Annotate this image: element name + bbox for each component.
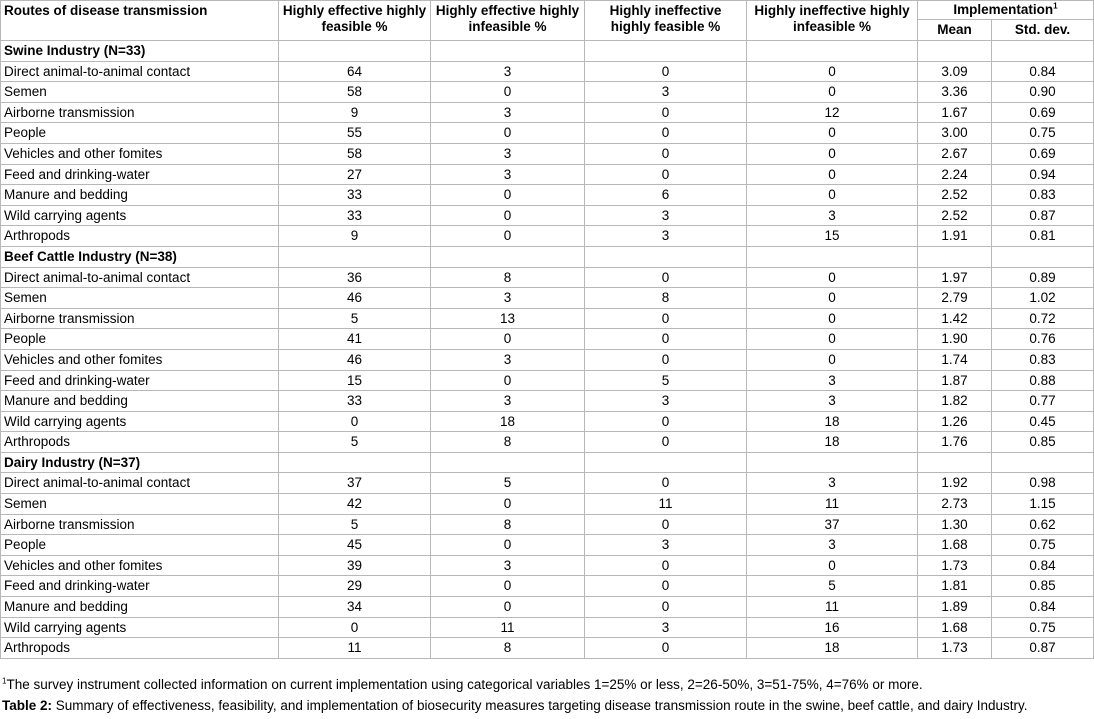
route-cell: Manure and bedding bbox=[1, 185, 279, 206]
effective-feasible-cell: 0 bbox=[279, 617, 431, 638]
effective-feasible-cell: 36 bbox=[279, 267, 431, 288]
route-cell: Airborne transmission bbox=[1, 308, 279, 329]
mean-cell: 1.74 bbox=[918, 349, 992, 370]
ineffective-feasible-cell: 0 bbox=[585, 432, 747, 453]
table-row bbox=[1, 267, 1094, 288]
route-cell: Vehicles and other fomites bbox=[1, 349, 279, 370]
std-dev-cell: 0.83 bbox=[992, 185, 1094, 206]
effective-feasible-cell: 33 bbox=[279, 185, 431, 206]
effective-infeasible-cell: 11 bbox=[431, 617, 585, 638]
effective-infeasible-cell: 0 bbox=[431, 329, 585, 350]
ineffective-feasible-cell: 3 bbox=[585, 535, 747, 556]
std-dev-cell: 0.84 bbox=[992, 61, 1094, 82]
table-row bbox=[1, 514, 1094, 535]
ineffective-infeasible-cell: 11 bbox=[747, 494, 918, 515]
ineffective-infeasible-cell: 0 bbox=[747, 123, 918, 144]
ineffective-infeasible-cell: 0 bbox=[747, 349, 918, 370]
effective-feasible-cell: 46 bbox=[279, 349, 431, 370]
std-dev-cell: 0.81 bbox=[992, 226, 1094, 247]
effective-feasible-cell: 39 bbox=[279, 555, 431, 576]
table-header bbox=[1, 1, 1094, 41]
empty-cell bbox=[431, 41, 585, 62]
effective-infeasible-cell: 0 bbox=[431, 82, 585, 103]
table-row bbox=[1, 82, 1094, 103]
std-dev-cell: 0.77 bbox=[992, 391, 1094, 412]
ineffective-feasible-cell: 0 bbox=[585, 411, 747, 432]
ineffective-infeasible-cell: 0 bbox=[747, 288, 918, 309]
ineffective-infeasible-cell: 15 bbox=[747, 226, 918, 247]
route-cell: Wild carrying agents bbox=[1, 411, 279, 432]
std-dev-cell: 1.02 bbox=[992, 288, 1094, 309]
empty-cell bbox=[585, 41, 747, 62]
ineffective-feasible-cell: 0 bbox=[585, 349, 747, 370]
effective-infeasible-cell: 3 bbox=[431, 164, 585, 185]
ineffective-feasible-cell: 0 bbox=[585, 267, 747, 288]
effective-infeasible-cell: 8 bbox=[431, 638, 585, 659]
table-row bbox=[1, 432, 1094, 453]
effective-feasible-cell: 9 bbox=[279, 102, 431, 123]
effective-infeasible-cell: 0 bbox=[431, 205, 585, 226]
ineffective-feasible-cell: 3 bbox=[585, 205, 747, 226]
table-row bbox=[1, 288, 1094, 309]
mean-cell: 2.73 bbox=[918, 494, 992, 515]
std-dev-cell: 0.85 bbox=[992, 432, 1094, 453]
std-dev-cell: 0.89 bbox=[992, 267, 1094, 288]
mean-cell: 1.81 bbox=[918, 576, 992, 597]
ineffective-feasible-header: Highly ineffective highly feasible % bbox=[585, 1, 747, 41]
route-cell: People bbox=[1, 123, 279, 144]
effective-infeasible-cell: 3 bbox=[431, 349, 585, 370]
ineffective-infeasible-cell: 18 bbox=[747, 411, 918, 432]
table-row bbox=[1, 535, 1094, 556]
ineffective-infeasible-cell: 3 bbox=[747, 205, 918, 226]
route-cell: People bbox=[1, 329, 279, 350]
std-dev-cell: 0.75 bbox=[992, 617, 1094, 638]
implementation-footnote-marker: 1 bbox=[1053, 1, 1058, 11]
table-row bbox=[1, 226, 1094, 247]
std-dev-cell: 0.94 bbox=[992, 164, 1094, 185]
effective-infeasible-cell: 3 bbox=[431, 143, 585, 164]
std-dev-cell: 0.88 bbox=[992, 370, 1094, 391]
ineffective-infeasible-cell: 0 bbox=[747, 308, 918, 329]
mean-cell: 1.26 bbox=[918, 411, 992, 432]
table-row bbox=[1, 61, 1094, 82]
mean-cell: 1.82 bbox=[918, 391, 992, 412]
effective-feasible-cell: 29 bbox=[279, 576, 431, 597]
effective-feasible-cell: 11 bbox=[279, 638, 431, 659]
mean-cell: 2.52 bbox=[918, 185, 992, 206]
ineffective-feasible-cell: 0 bbox=[585, 555, 747, 576]
mean-cell: 1.67 bbox=[918, 102, 992, 123]
std-dev-cell: 1.15 bbox=[992, 494, 1094, 515]
std-dev-cell: 0.87 bbox=[992, 205, 1094, 226]
std-dev-cell: 0.75 bbox=[992, 123, 1094, 144]
effective-infeasible-cell: 0 bbox=[431, 226, 585, 247]
effective-infeasible-cell: 0 bbox=[431, 185, 585, 206]
route-column-header: Routes of disease transmission bbox=[1, 1, 279, 41]
ineffective-feasible-cell: 3 bbox=[585, 617, 747, 638]
table-row bbox=[1, 123, 1094, 144]
section-title: Beef Cattle Industry (N=38) bbox=[1, 246, 279, 267]
route-cell: Feed and drinking-water bbox=[1, 164, 279, 185]
ineffective-feasible-cell: 3 bbox=[585, 226, 747, 247]
effective-feasible-cell: 5 bbox=[279, 514, 431, 535]
route-cell: Direct animal-to-animal contact bbox=[1, 267, 279, 288]
empty-cell bbox=[431, 452, 585, 473]
effective-infeasible-cell: 13 bbox=[431, 308, 585, 329]
mean-cell: 3.00 bbox=[918, 123, 992, 144]
effective-infeasible-cell: 0 bbox=[431, 576, 585, 597]
effective-feasible-cell: 64 bbox=[279, 61, 431, 82]
std-dev-cell: 0.87 bbox=[992, 638, 1094, 659]
mean-cell: 1.97 bbox=[918, 267, 992, 288]
route-cell: Semen bbox=[1, 82, 279, 103]
ineffective-infeasible-header: Highly ineffective highly infeasible % bbox=[747, 1, 918, 41]
std-dev-header: Std. dev. bbox=[992, 20, 1094, 41]
mean-cell: 1.73 bbox=[918, 555, 992, 576]
mean-cell: 2.67 bbox=[918, 143, 992, 164]
table-row bbox=[1, 473, 1094, 494]
route-cell: Direct animal-to-animal contact bbox=[1, 61, 279, 82]
effective-feasible-cell: 46 bbox=[279, 288, 431, 309]
empty-cell bbox=[747, 452, 918, 473]
empty-cell bbox=[279, 452, 431, 473]
mean-cell: 1.76 bbox=[918, 432, 992, 453]
mean-cell: 1.92 bbox=[918, 473, 992, 494]
std-dev-cell: 0.98 bbox=[992, 473, 1094, 494]
std-dev-cell: 0.76 bbox=[992, 329, 1094, 350]
empty-cell bbox=[992, 452, 1094, 473]
route-cell: Semen bbox=[1, 494, 279, 515]
mean-cell: 1.30 bbox=[918, 514, 992, 535]
effective-infeasible-cell: 0 bbox=[431, 535, 585, 556]
caption-text: Summary of effectiveness, feasibility, and implementation of biosecurity measures targeting disease transmission route in the swine, beef cattle, and dairy Industry. bbox=[52, 698, 1028, 713]
route-cell: Wild carrying agents bbox=[1, 205, 279, 226]
mean-cell: 1.89 bbox=[918, 597, 992, 618]
effective-infeasible-cell: 3 bbox=[431, 288, 585, 309]
table-row bbox=[1, 185, 1094, 206]
mean-cell: 1.68 bbox=[918, 617, 992, 638]
route-cell: Direct animal-to-animal contact bbox=[1, 473, 279, 494]
effective-infeasible-cell: 3 bbox=[431, 61, 585, 82]
implementation-header bbox=[918, 1, 1094, 20]
ineffective-feasible-cell: 6 bbox=[585, 185, 747, 206]
ineffective-feasible-cell: 11 bbox=[585, 494, 747, 515]
mean-cell: 2.79 bbox=[918, 288, 992, 309]
ineffective-feasible-cell: 3 bbox=[585, 82, 747, 103]
ineffective-feasible-cell: 0 bbox=[585, 514, 747, 535]
route-cell: Semen bbox=[1, 288, 279, 309]
ineffective-infeasible-cell: 0 bbox=[747, 329, 918, 350]
effective-infeasible-cell: 8 bbox=[431, 514, 585, 535]
ineffective-infeasible-cell: 0 bbox=[747, 143, 918, 164]
section-title: Dairy Industry (N=37) bbox=[1, 452, 279, 473]
ineffective-infeasible-cell: 0 bbox=[747, 267, 918, 288]
mean-cell: 1.42 bbox=[918, 308, 992, 329]
ineffective-infeasible-cell: 3 bbox=[747, 473, 918, 494]
effective-feasible-header: Highly effective highly feasible % bbox=[279, 1, 431, 41]
effective-infeasible-cell: 0 bbox=[431, 370, 585, 391]
ineffective-infeasible-cell: 3 bbox=[747, 370, 918, 391]
empty-cell bbox=[992, 41, 1094, 62]
effective-infeasible-cell: 8 bbox=[431, 432, 585, 453]
table-row bbox=[1, 329, 1094, 350]
effective-feasible-cell: 9 bbox=[279, 226, 431, 247]
mean-cell: 1.73 bbox=[918, 638, 992, 659]
table-body bbox=[1, 41, 1094, 659]
std-dev-cell: 0.84 bbox=[992, 555, 1094, 576]
ineffective-infeasible-cell: 3 bbox=[747, 391, 918, 412]
table-row bbox=[1, 411, 1094, 432]
route-cell: Arthropods bbox=[1, 432, 279, 453]
footnote-text: The survey instrument collected information on current implementation using categorical variables 1=25% or less, 2=26-50%, 3=51-75%, 4=76% or more. bbox=[6, 677, 923, 692]
table-row bbox=[1, 576, 1094, 597]
footnote-marker: 1 bbox=[2, 676, 7, 686]
effective-infeasible-cell: 0 bbox=[431, 597, 585, 618]
effective-feasible-cell: 41 bbox=[279, 329, 431, 350]
std-dev-cell: 0.45 bbox=[992, 411, 1094, 432]
ineffective-feasible-cell: 0 bbox=[585, 597, 747, 618]
effective-infeasible-cell: 3 bbox=[431, 391, 585, 412]
ineffective-feasible-cell: 0 bbox=[585, 576, 747, 597]
mean-cell: 1.91 bbox=[918, 226, 992, 247]
empty-cell bbox=[279, 246, 431, 267]
effective-feasible-cell: 45 bbox=[279, 535, 431, 556]
route-cell: Manure and bedding bbox=[1, 597, 279, 618]
mean-cell: 2.52 bbox=[918, 205, 992, 226]
table-row bbox=[1, 349, 1094, 370]
table-row bbox=[1, 638, 1094, 659]
route-cell: Manure and bedding bbox=[1, 391, 279, 412]
route-cell: Airborne transmission bbox=[1, 102, 279, 123]
ineffective-infeasible-cell: 11 bbox=[747, 597, 918, 618]
effective-feasible-cell: 5 bbox=[279, 308, 431, 329]
mean-cell: 3.09 bbox=[918, 61, 992, 82]
table-row bbox=[1, 370, 1094, 391]
effective-infeasible-cell: 3 bbox=[431, 555, 585, 576]
route-cell: Arthropods bbox=[1, 226, 279, 247]
empty-cell bbox=[918, 246, 992, 267]
empty-cell bbox=[918, 41, 992, 62]
empty-cell bbox=[992, 246, 1094, 267]
effective-infeasible-cell: 8 bbox=[431, 267, 585, 288]
effective-feasible-cell: 33 bbox=[279, 205, 431, 226]
ineffective-infeasible-cell: 0 bbox=[747, 555, 918, 576]
empty-cell bbox=[431, 246, 585, 267]
effective-feasible-cell: 55 bbox=[279, 123, 431, 144]
ineffective-infeasible-cell: 12 bbox=[747, 102, 918, 123]
std-dev-cell: 0.69 bbox=[992, 143, 1094, 164]
route-cell: Feed and drinking-water bbox=[1, 370, 279, 391]
table-row bbox=[1, 391, 1094, 412]
empty-cell bbox=[585, 452, 747, 473]
ineffective-feasible-cell: 0 bbox=[585, 308, 747, 329]
ineffective-feasible-cell: 0 bbox=[585, 143, 747, 164]
ineffective-feasible-cell: 0 bbox=[585, 123, 747, 144]
header-row-top bbox=[1, 1, 1094, 20]
section-header-row bbox=[1, 41, 1094, 62]
section-header-row bbox=[1, 452, 1094, 473]
effective-feasible-cell: 15 bbox=[279, 370, 431, 391]
empty-cell bbox=[747, 246, 918, 267]
route-cell: People bbox=[1, 535, 279, 556]
mean-cell: 1.68 bbox=[918, 535, 992, 556]
effective-feasible-cell: 27 bbox=[279, 164, 431, 185]
std-dev-cell: 0.72 bbox=[992, 308, 1094, 329]
route-cell: Arthropods bbox=[1, 638, 279, 659]
effective-infeasible-cell: 18 bbox=[431, 411, 585, 432]
effective-infeasible-cell: 0 bbox=[431, 494, 585, 515]
ineffective-infeasible-cell: 0 bbox=[747, 185, 918, 206]
mean-cell: 1.90 bbox=[918, 329, 992, 350]
ineffective-feasible-cell: 8 bbox=[585, 288, 747, 309]
ineffective-infeasible-cell: 18 bbox=[747, 638, 918, 659]
effective-feasible-cell: 5 bbox=[279, 432, 431, 453]
table-row bbox=[1, 143, 1094, 164]
std-dev-cell: 0.62 bbox=[992, 514, 1094, 535]
std-dev-cell: 0.69 bbox=[992, 102, 1094, 123]
ineffective-feasible-cell: 0 bbox=[585, 473, 747, 494]
table-caption bbox=[2, 698, 1028, 713]
ineffective-infeasible-cell: 0 bbox=[747, 61, 918, 82]
std-dev-cell: 0.85 bbox=[992, 576, 1094, 597]
std-dev-cell: 0.83 bbox=[992, 349, 1094, 370]
empty-cell bbox=[279, 41, 431, 62]
route-cell: Vehicles and other fomites bbox=[1, 555, 279, 576]
route-cell: Airborne transmission bbox=[1, 514, 279, 535]
effective-infeasible-cell: 3 bbox=[431, 102, 585, 123]
ineffective-feasible-cell: 3 bbox=[585, 391, 747, 412]
implementation-label: Implementation bbox=[953, 2, 1054, 17]
route-cell: Vehicles and other fomites bbox=[1, 143, 279, 164]
effective-feasible-cell: 58 bbox=[279, 82, 431, 103]
table-row bbox=[1, 597, 1094, 618]
effective-feasible-cell: 58 bbox=[279, 143, 431, 164]
ineffective-feasible-cell: 0 bbox=[585, 638, 747, 659]
effective-feasible-cell: 42 bbox=[279, 494, 431, 515]
mean-cell: 1.87 bbox=[918, 370, 992, 391]
table-row bbox=[1, 205, 1094, 226]
ineffective-feasible-cell: 0 bbox=[585, 164, 747, 185]
table-row bbox=[1, 617, 1094, 638]
route-cell: Wild carrying agents bbox=[1, 617, 279, 638]
table-row bbox=[1, 102, 1094, 123]
effective-infeasible-header: Highly effective highly infeasible % bbox=[431, 1, 585, 41]
effective-infeasible-cell: 5 bbox=[431, 473, 585, 494]
effective-feasible-cell: 33 bbox=[279, 391, 431, 412]
section-title: Swine Industry (N=33) bbox=[1, 41, 279, 62]
section-header-row bbox=[1, 246, 1094, 267]
mean-header: Mean bbox=[918, 20, 992, 41]
ineffective-infeasible-cell: 0 bbox=[747, 82, 918, 103]
empty-cell bbox=[918, 452, 992, 473]
mean-cell: 2.24 bbox=[918, 164, 992, 185]
ineffective-infeasible-cell: 18 bbox=[747, 432, 918, 453]
std-dev-cell: 0.75 bbox=[992, 535, 1094, 556]
std-dev-cell: 0.84 bbox=[992, 597, 1094, 618]
mean-cell: 3.36 bbox=[918, 82, 992, 103]
caption-label: Table 2: bbox=[2, 698, 53, 713]
route-cell: Feed and drinking-water bbox=[1, 576, 279, 597]
table-row bbox=[1, 308, 1094, 329]
ineffective-feasible-cell: 5 bbox=[585, 370, 747, 391]
effective-infeasible-cell: 0 bbox=[431, 123, 585, 144]
ineffective-infeasible-cell: 0 bbox=[747, 164, 918, 185]
ineffective-infeasible-cell: 16 bbox=[747, 617, 918, 638]
empty-cell bbox=[585, 246, 747, 267]
ineffective-infeasible-cell: 37 bbox=[747, 514, 918, 535]
table-row bbox=[1, 555, 1094, 576]
effective-feasible-cell: 34 bbox=[279, 597, 431, 618]
footnote bbox=[2, 677, 923, 692]
table-row bbox=[1, 494, 1094, 515]
ineffective-feasible-cell: 0 bbox=[585, 61, 747, 82]
empty-cell bbox=[747, 41, 918, 62]
effective-feasible-cell: 0 bbox=[279, 411, 431, 432]
effective-feasible-cell: 37 bbox=[279, 473, 431, 494]
ineffective-feasible-cell: 0 bbox=[585, 102, 747, 123]
table-row bbox=[1, 164, 1094, 185]
ineffective-feasible-cell: 0 bbox=[585, 329, 747, 350]
ineffective-infeasible-cell: 3 bbox=[747, 535, 918, 556]
ineffective-infeasible-cell: 5 bbox=[747, 576, 918, 597]
std-dev-cell: 0.90 bbox=[992, 82, 1094, 103]
